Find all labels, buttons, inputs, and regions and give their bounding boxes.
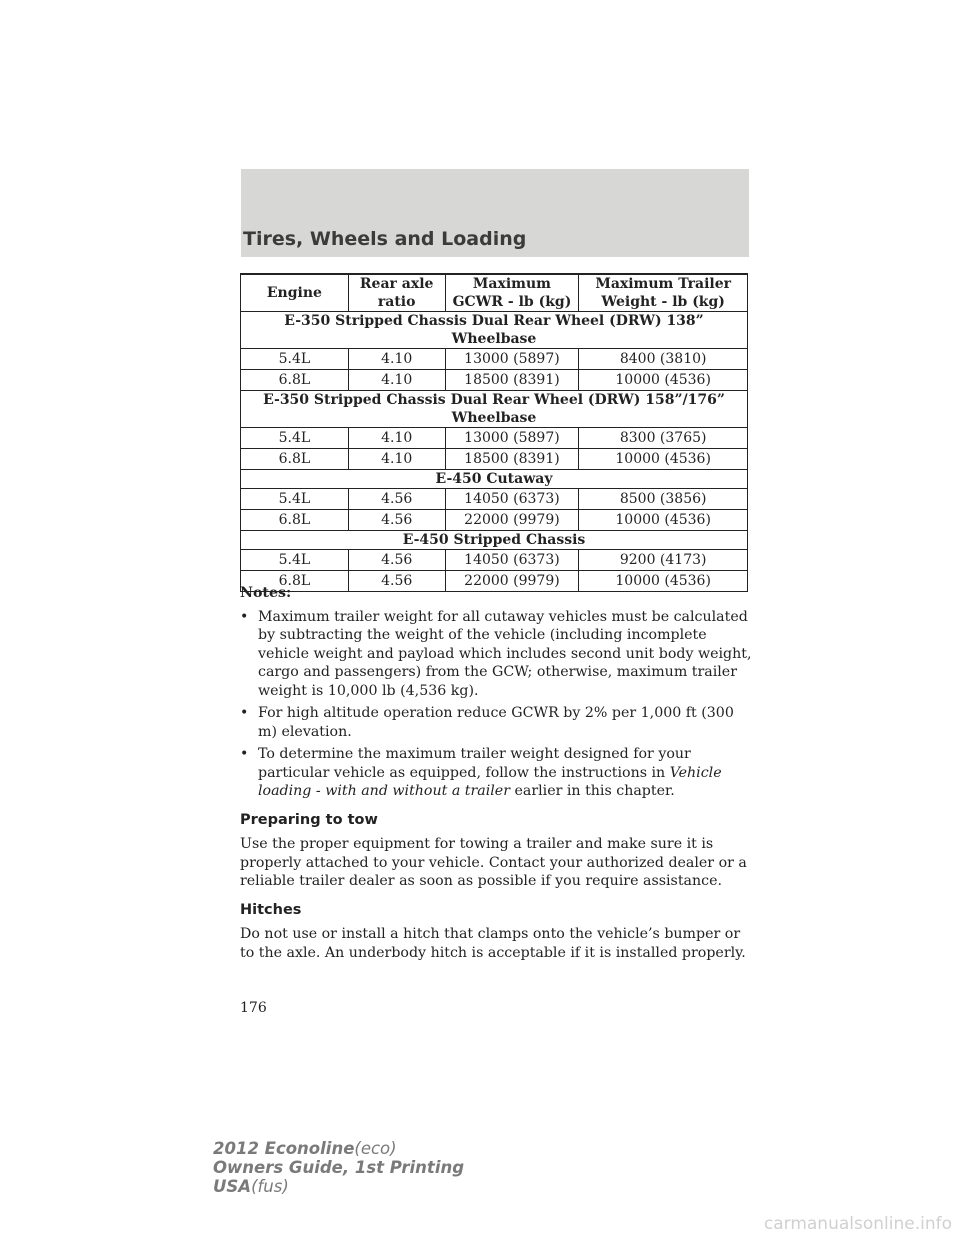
cell-trailer: 8400 (3810) [579, 349, 748, 370]
section-title-cell: E-350 Stripped Chassis Dual Rear Wheel (DRW) 158”/176” Wheelbase [241, 391, 748, 428]
cell-gcwr: 18500 (8391) [445, 449, 579, 470]
table-header-row [241, 274, 748, 312]
preparing-heading: Preparing to tow [240, 811, 378, 828]
towing-specs-table [240, 273, 748, 592]
header-rear-axle-ratio: Rear axle ratio [348, 274, 445, 312]
notes-list [240, 608, 752, 801]
section-title-cell: E-450 Stripped Chassis [241, 531, 748, 550]
cell-gcwr: 22000 (9979) [445, 510, 579, 531]
cell-trailer: 10000 (4536) [579, 510, 748, 531]
preparing-body: Use the proper equipment for towing a trailer and make sure it is properly attached to your vehicle. Contact your authorized dealer or a reliable trailer dealer as soon as possible if you require assistance. [240, 836, 747, 889]
note-text: To determine the maximum trailer weight designed for your particular vehicle as equipped, follow the instructions in [258, 746, 691, 781]
footer-market-code: (fus) [251, 1177, 289, 1196]
header-max-gcwr: Maximum GCWR - lb (kg) [445, 274, 579, 312]
cell-axle: 4.10 [348, 349, 445, 370]
cell-gcwr: 18500 (8391) [445, 370, 579, 391]
cell-engine: 5.4L [241, 550, 349, 571]
section-title-cell: E-450 Cutaway [241, 470, 748, 489]
bullet-icon: • [240, 608, 249, 625]
cell-axle: 4.56 [348, 510, 445, 531]
page-number: 176 [240, 1000, 267, 1016]
list-item [240, 704, 752, 741]
cell-gcwr: 22000 (9979) [445, 571, 579, 592]
cell-trailer: 10000 (4536) [579, 449, 748, 470]
cell-gcwr: 14050 (6373) [445, 550, 579, 571]
bullet-icon: • [240, 705, 249, 721]
cell-engine: 5.4L [241, 428, 349, 449]
cross-reference: Vehicle loading - with and without a trailer [258, 764, 722, 799]
cell-trailer: 8500 (3856) [579, 489, 748, 510]
section-title-cell: E-350 Stripped Chassis Dual Rear Wheel (DRW) 138” Wheelbase [241, 312, 748, 349]
table-section-row [241, 312, 748, 349]
notes-label: Notes: [240, 585, 292, 601]
section-title: Tires, Wheels and Loading [243, 228, 527, 250]
table-section-row [241, 531, 748, 550]
table-row [241, 510, 748, 531]
cell-trailer: 9200 (4173) [579, 550, 748, 571]
cell-axle: 4.10 [348, 428, 445, 449]
table-row [241, 428, 748, 449]
table-row [241, 349, 748, 370]
footer-model-code: (eco) [354, 1139, 397, 1158]
cell-gcwr: 14050 (6373) [445, 489, 579, 510]
table-row [241, 489, 748, 510]
cell-trailer: 10000 (4536) [579, 370, 748, 391]
note-text: For high altitude operation reduce GCWR by 2% per 1,000 ft (300 m) elevation. [258, 705, 734, 740]
list-item [240, 608, 752, 701]
cell-engine: 6.8L [241, 510, 349, 531]
note-text: Maximum trailer weight for all cutaway vehicles must be calculated by subtracting the weight of the vehicle (including incomplete vehicle weight and payload which includes second unit body weight, cargo and passengers) from the GCW; otherwise, maximum trailer weight is 10,000 lb (4,536 kg). [258, 608, 752, 699]
footer-edition: Owners Guide, 1st Printing [213, 1158, 465, 1177]
header-engine: Engine [241, 274, 349, 312]
cell-engine: 6.8L [241, 370, 349, 391]
cell-trailer: 10000 (4536) [579, 571, 748, 592]
note-text: earlier in this chapter. [509, 783, 675, 799]
cell-engine: 5.4L [241, 349, 349, 370]
table-section-row [241, 391, 748, 428]
table-row [241, 550, 748, 571]
footer-model: 2012 Econoline [213, 1139, 355, 1158]
bullet-icon: • [240, 746, 249, 762]
table-row [241, 449, 748, 470]
cell-engine: 5.4L [241, 489, 349, 510]
table-section-row [241, 470, 748, 489]
hitches-body: Do not use or install a hitch that clamps onto the vehicle’s bumper or to the axle. An underbody hitch is acceptable if it is installed properly. [240, 926, 746, 961]
cell-engine: 6.8L [241, 449, 349, 470]
table-row [241, 370, 748, 391]
cell-trailer: 8300 (3765) [579, 428, 748, 449]
header-max-trailer-weight: Maximum Trailer Weight - lb (kg) [579, 274, 748, 312]
hitches-heading: Hitches [240, 901, 302, 918]
cell-axle: 4.56 [348, 571, 445, 592]
body-content [240, 584, 752, 962]
cell-gcwr: 13000 (5897) [445, 349, 579, 370]
site-watermark: carmanualsonline.info [763, 1214, 952, 1234]
cell-axle: 4.56 [348, 489, 445, 510]
cell-axle: 4.10 [348, 449, 445, 470]
footer-market: USA [213, 1177, 252, 1196]
cell-engine: 6.8L [241, 571, 349, 592]
publication-footer [213, 1139, 464, 1196]
cell-gcwr: 13000 (5897) [445, 428, 579, 449]
cell-axle: 4.56 [348, 550, 445, 571]
cell-axle: 4.10 [348, 370, 445, 391]
list-item [240, 745, 752, 801]
